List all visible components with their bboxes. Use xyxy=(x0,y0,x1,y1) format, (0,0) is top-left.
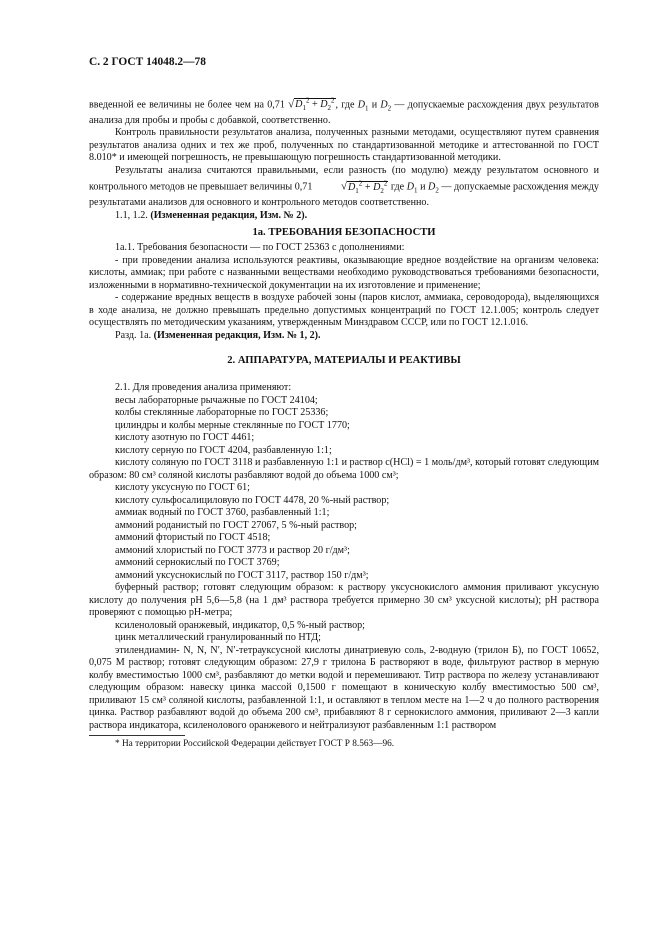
list-item: цилиндры и колбы мерные стеклянные по ГОСТ 1770; xyxy=(115,419,350,431)
intro-paragraph-3: Результаты анализа считаются правильными, если разность (по модулю) между результатом основного и контрольного методов не превышает величины 0,71 $√D_1^2 + D_2^2$ где $D_1$ и $D_2$ — допускаемые расхождения между результатами анализов для основного и контрольного методов соответственно. xyxy=(89,164,599,209)
list-item: аммоний сернокислый по ГОСТ 3769; xyxy=(115,557,280,569)
list-item: аммоний хлористый по ГОСТ 3773 и раствор 20 г/дм³; xyxy=(115,544,350,556)
intro-paragraph-4: 1.1, 1.2. (Измененная редакция, Изм. № 2). xyxy=(115,209,308,221)
list-item: буферный раствор; готовят следующим образом: к раствору уксуснокислого аммония приливают уксусную кислоту до получения pH 5,6—5,8 (на 1 дм³ раствора требуется примерно 30 см³ уксусной кислоты); pH раствора проверяют с помощью pH-метра; xyxy=(89,582,599,619)
list-item: кислоту серную по ГОСТ 4204, разбавленную 1:1; xyxy=(115,444,332,456)
page-header: С. 2 ГОСТ 14048.2—78 xyxy=(89,56,206,68)
list-item: цинк металлический гранулированный по НТД; xyxy=(115,632,321,644)
list-item: 2.1. Для проведения анализа применяют: xyxy=(115,382,292,394)
list-item: этилендиамин- N, N, N′, N′-тетрауксусной кислоты динатриевую соль, 2-водную (трилон Б), по ГОСТ 10652, 0,075 М раствор; готовят следующим образом: 27,9 г трилона Б растворяют в воде, фильтруют раствор в мерную колбу вместимостью 1000 см³, разбавляют до метки водой и перемешивают. Титр раствора по железу устанавливают следующим образом: навеску цинка массой 0,1500 г помещают в коническую колбу вместимостью 500 см³, приливают 15 см³ соляной кислоты, разбавленной 1:1, и оставляют в теплом месте на 1—2 ч до полного растворения цинка. Раствор разбавляют водой до объема 200 см³, прибавляют 8 г сернокислого аммония, приливают 2—3 капли раствора индикатора, ксиленолового оранжевого и нейтрализуют разбавленным 1:1 раствором xyxy=(89,644,599,731)
safety-line: - при проведении анализа используются реактивы, оказывающие вредное воздействие на организм человека: кислоты, аммиак; при работе с названными веществами необходимо руководствоваться требованиями безопасности, изложенными в нормативно-технической документации на их изготовление и применение; xyxy=(89,254,599,291)
footnote-divider xyxy=(89,735,185,736)
list-item: аммиак водный по ГОСТ 3760, разбавленный 1:1; xyxy=(115,507,330,519)
list-item: аммоний фтористый по ГОСТ 4518; xyxy=(115,532,271,544)
apparatus-list xyxy=(89,382,599,732)
list-item: кислоту азотную по ГОСТ 4461; xyxy=(115,432,255,444)
sqrt-formula-1: $√D_1^2 + D_2^2$ xyxy=(288,97,335,113)
list-item: кислоту сульфосалициловую по ГОСТ 4478, 20 %-ный раствор; xyxy=(115,494,390,506)
intro-paragraph-1: введенной ее величины не более чем на 0,71 $√D_1^2 + D_2^2$, где $D_1$ и $D_2$ — допускаемые расхождения двух результатов анализа для пробы и пробы с добавкой, соответственно. xyxy=(89,97,599,126)
safety-edit-note: Разд. 1а. (Измененная редакция, Изм. № 1, 2). xyxy=(115,329,321,341)
safety-list xyxy=(89,242,599,342)
list-item: аммоний роданистый по ГОСТ 27067, 5 %-ный раствор; xyxy=(115,519,357,531)
intro-paragraph-2: Контроль правильности результатов анализа, полученных разными методами, осуществляют путем сравнения результатов анализа одних и тех же проб, полученных по стандартизованной методике и аттестованной по ГОСТ 8.010* и имеющей погрешность, не превышающую погрешность стандартизованной методики. xyxy=(89,127,599,164)
footnote: * На территории Российской Федерации действует ГОСТ Р 8.563—96. xyxy=(115,739,395,750)
document-page xyxy=(89,56,599,750)
safety-line: - содержание вредных веществ в воздухе рабочей зоны (паров кислот, аммиака, сероводорода), выделяющихся в ходе анализа, не должно превышать предельно допустимых концентраций по ГОСТ 12.1.005; контроль следует осуществлять по методическим указаниям, утвержденным Минздравом СССР, или по ГОСТ 12.1.016. xyxy=(89,292,599,329)
list-item: весы лабораторные рычажные по ГОСТ 24104; xyxy=(115,394,318,406)
list-item: ксиленоловый оранжевый, индикатор, 0,5 %-ный раствор; xyxy=(115,619,365,631)
list-item: кислоту уксусную по ГОСТ 61; xyxy=(115,482,250,494)
section-title-safety: 1а. ТРЕБОВАНИЯ БЕЗОПАСНОСТИ xyxy=(252,227,436,239)
list-item: кислоту соляную по ГОСТ 3118 и разбавленную 1:1 и раствор c(HCl) = 1 моль/дм³, который готовят следующим образом: 80 см³ соляной кислоты разбавляют водой до объема 1000 см³; xyxy=(89,457,599,481)
safety-line: 1а.1. Требования безопасности — по ГОСТ 25363 с дополнениями: xyxy=(115,242,405,254)
sqrt-formula-2: $√D_1^2 + D_2^2$ xyxy=(340,179,388,195)
section-title-apparatus: 2. АППАРАТУРА, МАТЕРИАЛЫ И РЕАКТИВЫ xyxy=(227,355,461,367)
list-item: аммоний уксуснокислый по ГОСТ 3117, раствор 150 г/дм³; xyxy=(115,569,369,581)
list-item: колбы стеклянные лабораторные по ГОСТ 25336; xyxy=(115,407,329,419)
